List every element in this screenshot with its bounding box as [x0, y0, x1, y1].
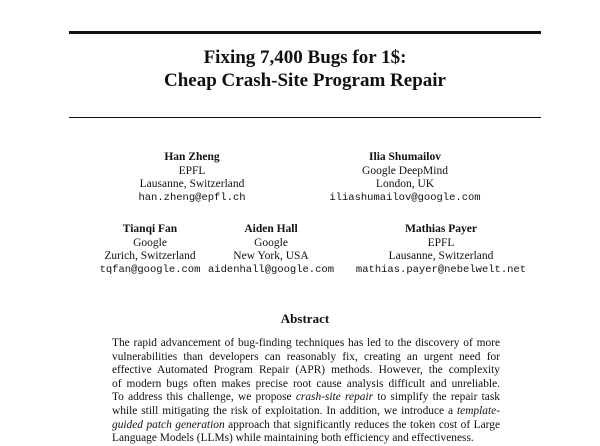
- author-block: [191, 223, 351, 277]
- abstract-line: [112, 405, 500, 419]
- abstract-segment: approach that significantly reduces the token cost of Large: [224, 418, 500, 431]
- abstract-line: [112, 337, 500, 351]
- author-affiliation: EPFL: [178, 164, 206, 177]
- author-name: Tianqi Fan: [122, 223, 178, 235]
- abstract-heading: Abstract: [280, 311, 330, 326]
- abstract-emphasis: guided patch generation: [112, 418, 225, 431]
- paper-title: [69, 46, 541, 92]
- author-location: New York, USA: [233, 250, 309, 262]
- abstract-segment: To address this challenge, we propose: [112, 391, 296, 404]
- author-email[interactable]: tqfan@google.com: [99, 263, 201, 276]
- author-name: Han Zheng: [164, 151, 220, 163]
- author-affiliation: EPFL: [427, 236, 455, 249]
- author-location: Lausanne, Switzerland: [139, 178, 245, 190]
- author-email[interactable]: mathias.payer@nebelwelt.net: [355, 263, 527, 276]
- abstract-segment: of modern bugs often makes precise root cause analysis difficult and unreliable.: [112, 377, 500, 390]
- abstract-segment: while still mitigating the risk of exploitation. In addition, we introduce a: [112, 404, 457, 417]
- author-affiliation: Google DeepMind: [362, 164, 448, 177]
- author-email[interactable]: aidenhall@google.com: [207, 263, 335, 276]
- abstract-text: [112, 337, 500, 446]
- abstract-segment: to simplify the repair task: [373, 391, 500, 404]
- author-block: [92, 151, 292, 205]
- abstract-line: [112, 351, 500, 365]
- author-name: Ilia Shumailov: [369, 151, 441, 163]
- abstract-line: [112, 378, 500, 392]
- abstract-emphasis: template-: [456, 404, 500, 417]
- author-name: Mathias Payer: [405, 223, 477, 235]
- author-affiliation: Google: [254, 236, 288, 249]
- title-bottom-rule: [69, 117, 541, 118]
- abstract-segment: vulnerabilities than developers can reasonably fix, creating an urgent need for: [112, 350, 500, 363]
- abstract-line: [112, 419, 500, 433]
- author-location: Lausanne, Switzerland: [388, 250, 494, 262]
- author-name: Aiden Hall: [244, 223, 298, 235]
- author-block: [305, 151, 505, 205]
- author-affiliation: Google: [133, 236, 167, 249]
- title-line-2: Cheap Crash-Site Program Repair: [164, 70, 446, 91]
- author-location: London, UK: [375, 178, 435, 190]
- author-email[interactable]: han.zheng@epfl.ch: [138, 191, 246, 204]
- abstract-segment: effective Automated Program Repair (APR) methods. However, the complexity: [112, 364, 500, 377]
- abstract-segment: Language Models (LLMs) while maintaining both efficiency and effectiveness.: [112, 432, 474, 445]
- abstract-line: [112, 391, 500, 405]
- author-email[interactable]: iliashumailov@google.com: [329, 191, 481, 204]
- abstract-emphasis: crash-site repair: [295, 391, 374, 404]
- author-block: [338, 223, 544, 277]
- title-top-rule: [69, 31, 541, 34]
- abstract-line: [112, 432, 500, 446]
- abstract-line: [112, 364, 500, 378]
- author-location: Zurich, Switzerland: [104, 250, 196, 262]
- abstract-segment: The rapid advancement of bug-finding techniques has led to the discovery of more: [112, 337, 500, 349]
- title-line-1: Fixing 7,400 Bugs for 1$:: [203, 47, 407, 68]
